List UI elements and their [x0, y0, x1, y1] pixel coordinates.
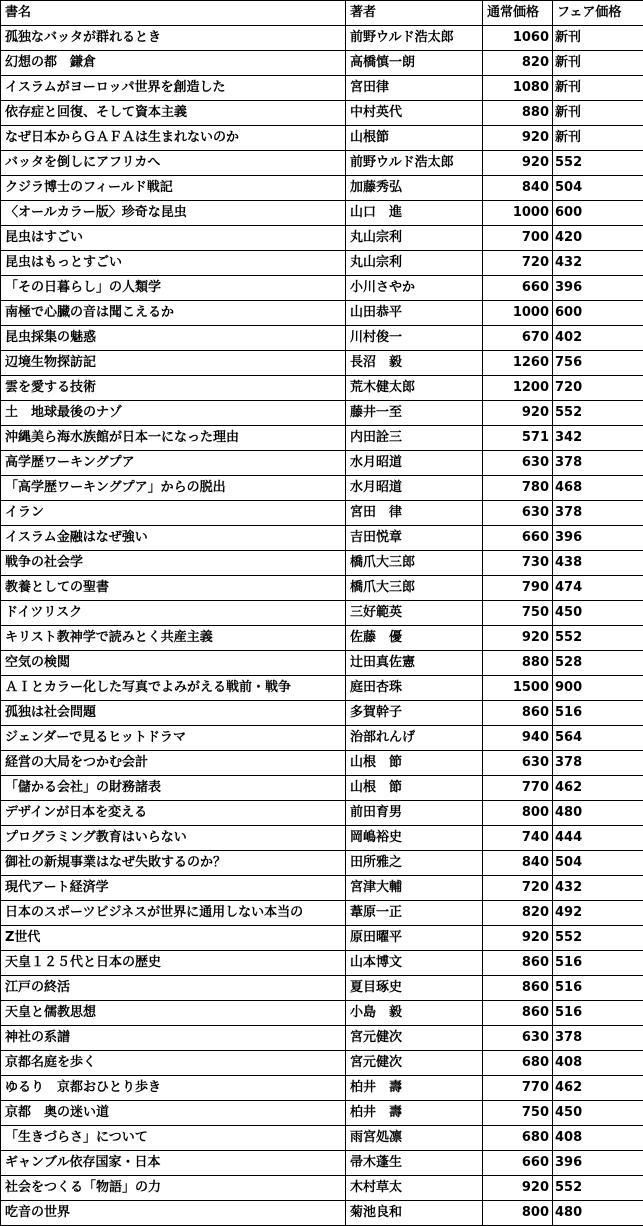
- fair-price-cell: 480: [553, 801, 643, 826]
- table-row: [1, 676, 643, 701]
- fair-price-cell: 528: [553, 651, 643, 676]
- fair-price-cell: 438: [553, 551, 643, 576]
- regular-price-cell: 770: [483, 776, 553, 801]
- table-row: [1, 976, 643, 1001]
- author-cell: 辻田真佐憲: [346, 651, 483, 676]
- header-row: [1, 1, 643, 26]
- book-title-cell: 京都名庭を歩く: [1, 1051, 346, 1076]
- table-row: [1, 1151, 643, 1176]
- author-cell: 宮元健次: [346, 1026, 483, 1051]
- book-title-cell: ＡＩとカラー化した写真でよみがえる戦前・戦争: [1, 676, 346, 701]
- book-title-cell: ゆるり 京都おひとり歩き: [1, 1076, 346, 1101]
- table-row: [1, 476, 643, 501]
- regular-price-cell: 920: [483, 626, 553, 651]
- book-title-cell: 神社の系譜: [1, 1026, 346, 1051]
- header-regular-price: 通常価格: [483, 1, 553, 26]
- book-title-cell: 昆虫はもっとすごい: [1, 251, 346, 276]
- fair-price-cell: 新刊: [553, 76, 643, 101]
- table-row: [1, 601, 643, 626]
- fair-price-cell: 420: [553, 226, 643, 251]
- fair-price-cell: 408: [553, 1126, 643, 1151]
- regular-price-cell: 770: [483, 1076, 553, 1101]
- regular-price-cell: 920: [483, 126, 553, 151]
- regular-price-cell: 1080: [483, 76, 553, 101]
- fair-price-cell: 450: [553, 1101, 643, 1126]
- book-title-cell: 京都 奥の迷い道: [1, 1101, 346, 1126]
- author-cell: 宮津大輔: [346, 876, 483, 901]
- regular-price-cell: 920: [483, 401, 553, 426]
- author-cell: 水月昭道: [346, 451, 483, 476]
- author-cell: 治部れんげ: [346, 726, 483, 751]
- book-title-cell: 土 地球最後のナゾ: [1, 401, 346, 426]
- author-cell: 三好範英: [346, 601, 483, 626]
- book-title-cell: 孤独なバッタが群れるとき: [1, 26, 346, 51]
- regular-price-cell: 790: [483, 576, 553, 601]
- book-title-cell: ジェンダーで見るヒットドラマ: [1, 726, 346, 751]
- regular-price-cell: 670: [483, 326, 553, 351]
- fair-price-cell: 480: [553, 1201, 643, 1226]
- fair-price-cell: 468: [553, 476, 643, 501]
- regular-price-cell: 630: [483, 501, 553, 526]
- fair-price-cell: 新刊: [553, 26, 643, 51]
- fair-price-cell: 516: [553, 976, 643, 1001]
- fair-price-cell: 552: [553, 926, 643, 951]
- regular-price-cell: 820: [483, 51, 553, 76]
- fair-price-cell: 552: [553, 626, 643, 651]
- table-row: [1, 201, 643, 226]
- table-row: [1, 351, 643, 376]
- book-title-cell: 「生きづらさ」について: [1, 1126, 346, 1151]
- fair-price-cell: 600: [553, 301, 643, 326]
- fair-price-cell: 378: [553, 451, 643, 476]
- author-cell: 山口 進: [346, 201, 483, 226]
- regular-price-cell: 680: [483, 1126, 553, 1151]
- book-title-cell: デザインが日本を変える: [1, 801, 346, 826]
- author-cell: 水月昭道: [346, 476, 483, 501]
- table-row: [1, 76, 643, 101]
- regular-price-cell: 880: [483, 101, 553, 126]
- author-cell: 中村英代: [346, 101, 483, 126]
- header-fair-price: フェア価格: [553, 1, 643, 26]
- author-cell: 前田育男: [346, 801, 483, 826]
- table-row: [1, 951, 643, 976]
- table-row: [1, 901, 643, 926]
- fair-price-cell: 516: [553, 701, 643, 726]
- regular-price-cell: 1000: [483, 301, 553, 326]
- book-title-cell: 高学歴ワーキングプア: [1, 451, 346, 476]
- book-title-cell: クジラ博士のフィールド戦記: [1, 176, 346, 201]
- fair-price-cell: 492: [553, 901, 643, 926]
- fair-price-cell: 552: [553, 1176, 643, 1201]
- book-title-cell: 教養としての聖書: [1, 576, 346, 601]
- fair-price-cell: 516: [553, 1001, 643, 1026]
- table-row: [1, 851, 643, 876]
- fair-price-cell: 396: [553, 276, 643, 301]
- book-title-cell: イスラムがヨーロッパ世界を創造した: [1, 76, 346, 101]
- fair-price-cell: 396: [553, 1151, 643, 1176]
- regular-price-cell: 860: [483, 976, 553, 1001]
- regular-price-cell: 630: [483, 1026, 553, 1051]
- book-title-cell: バッタを倒しにアフリカへ: [1, 151, 346, 176]
- table-row: [1, 1176, 643, 1201]
- fair-price-cell: 504: [553, 176, 643, 201]
- regular-price-cell: 780: [483, 476, 553, 501]
- book-title-cell: 天皇１２５代と日本の歴史: [1, 951, 346, 976]
- author-cell: 多賀幹子: [346, 701, 483, 726]
- book-title-cell: 戦争の社会学: [1, 551, 346, 576]
- author-cell: 庭田杏珠: [346, 676, 483, 701]
- regular-price-cell: 820: [483, 901, 553, 926]
- regular-price-cell: 920: [483, 926, 553, 951]
- book-title-cell: 天皇と儒教思想: [1, 1001, 346, 1026]
- fair-price-cell: 378: [553, 751, 643, 776]
- book-title-cell: 沖縄美ら海水族館が日本一になった理由: [1, 426, 346, 451]
- author-cell: 夏目琢史: [346, 976, 483, 1001]
- fair-price-cell: 378: [553, 1026, 643, 1051]
- author-cell: 高橋慎一朗: [346, 51, 483, 76]
- author-cell: 川村俊一: [346, 326, 483, 351]
- fair-price-cell: 402: [553, 326, 643, 351]
- table-row: [1, 1101, 643, 1126]
- fair-price-cell: 462: [553, 776, 643, 801]
- fair-price-cell: 564: [553, 726, 643, 751]
- book-title-cell: Z世代: [1, 926, 346, 951]
- regular-price-cell: 660: [483, 526, 553, 551]
- table-row: [1, 501, 643, 526]
- author-cell: 帚木蓬生: [346, 1151, 483, 1176]
- table-row: [1, 51, 643, 76]
- book-title-cell: 社会をつくる「物語」の力: [1, 1176, 346, 1201]
- table-row: [1, 401, 643, 426]
- table-row: [1, 551, 643, 576]
- author-cell: 橋爪大三郎: [346, 576, 483, 601]
- book-title-cell: 南極で心臓の音は聞こえるか: [1, 301, 346, 326]
- regular-price-cell: 730: [483, 551, 553, 576]
- author-cell: 柏井 壽: [346, 1076, 483, 1101]
- table-row: [1, 151, 643, 176]
- author-cell: 山田恭平: [346, 301, 483, 326]
- regular-price-cell: 1200: [483, 376, 553, 401]
- author-cell: 山根 節: [346, 776, 483, 801]
- book-title-cell: 昆虫採集の魅惑: [1, 326, 346, 351]
- regular-price-cell: 720: [483, 876, 553, 901]
- author-cell: 前野ウルド浩太郎: [346, 26, 483, 51]
- regular-price-cell: 1060: [483, 26, 553, 51]
- table-row: [1, 326, 643, 351]
- table-row: [1, 826, 643, 851]
- author-cell: 宮元健次: [346, 1051, 483, 1076]
- author-cell: 宮田 律: [346, 501, 483, 526]
- author-cell: 宮田律: [346, 76, 483, 101]
- fair-price-cell: 450: [553, 601, 643, 626]
- regular-price-cell: 940: [483, 726, 553, 751]
- table-row: [1, 176, 643, 201]
- table-row: [1, 926, 643, 951]
- author-cell: 橋爪大三郎: [346, 551, 483, 576]
- regular-price-cell: 860: [483, 951, 553, 976]
- book-title-cell: 幻想の都 鎌倉: [1, 51, 346, 76]
- regular-price-cell: 880: [483, 651, 553, 676]
- table-row: [1, 1076, 643, 1101]
- book-title-cell: 現代アート経済学: [1, 876, 346, 901]
- book-title-cell: イラン: [1, 501, 346, 526]
- book-title-cell: 孤独は社会問題: [1, 701, 346, 726]
- table-row: [1, 876, 643, 901]
- author-cell: 柏井 壽: [346, 1101, 483, 1126]
- book-title-cell: 依存症と回復、そして資本主義: [1, 101, 346, 126]
- regular-price-cell: 630: [483, 451, 553, 476]
- regular-price-cell: 860: [483, 701, 553, 726]
- header-author: 著者: [346, 1, 483, 26]
- fair-price-cell: 516: [553, 951, 643, 976]
- author-cell: 葦原一正: [346, 901, 483, 926]
- book-title-cell: 御社の新規事業はなぜ失敗するのか？: [1, 851, 346, 876]
- fair-price-cell: 444: [553, 826, 643, 851]
- author-cell: 山根節: [346, 126, 483, 151]
- table-row: [1, 101, 643, 126]
- table-row: [1, 751, 643, 776]
- table-row: [1, 226, 643, 251]
- author-cell: 田所雅之: [346, 851, 483, 876]
- book-title-cell: 空気の検閲: [1, 651, 346, 676]
- fair-price-cell: 504: [553, 851, 643, 876]
- fair-price-cell: 552: [553, 151, 643, 176]
- regular-price-cell: 630: [483, 751, 553, 776]
- table-row: [1, 426, 643, 451]
- table-row: [1, 301, 643, 326]
- author-cell: 長沼 毅: [346, 351, 483, 376]
- book-title-cell: 吃音の世界: [1, 1201, 346, 1226]
- fair-price-cell: 720: [553, 376, 643, 401]
- fair-price-cell: 342: [553, 426, 643, 451]
- table-row: [1, 276, 643, 301]
- fair-price-cell: 432: [553, 251, 643, 276]
- book-title-cell: 辺境生物探訪記: [1, 351, 346, 376]
- author-cell: 丸山宗利: [346, 251, 483, 276]
- table-row: [1, 776, 643, 801]
- author-cell: 山本博文: [346, 951, 483, 976]
- table-row: [1, 701, 643, 726]
- table-row: [1, 626, 643, 651]
- table-row: [1, 1051, 643, 1076]
- author-cell: 木村草太: [346, 1176, 483, 1201]
- fair-price-cell: 900: [553, 676, 643, 701]
- book-title-cell: イスラム金融はなぜ強い: [1, 526, 346, 551]
- regular-price-cell: 700: [483, 226, 553, 251]
- fair-price-cell: 新刊: [553, 51, 643, 76]
- book-title-cell: 「儲かる会社」の財務諸表: [1, 776, 346, 801]
- fair-price-cell: 新刊: [553, 126, 643, 151]
- regular-price-cell: 660: [483, 276, 553, 301]
- table-row: [1, 801, 643, 826]
- book-title-cell: 〈オールカラー版〉珍奇な昆虫: [1, 201, 346, 226]
- fair-price-cell: 756: [553, 351, 643, 376]
- table-row: [1, 1201, 643, 1226]
- author-cell: 内田詮三: [346, 426, 483, 451]
- header-title: 書名: [1, 1, 346, 26]
- table-row: [1, 1001, 643, 1026]
- book-title-cell: ドイツリスク: [1, 601, 346, 626]
- regular-price-cell: 750: [483, 1101, 553, 1126]
- regular-price-cell: 571: [483, 426, 553, 451]
- regular-price-cell: 920: [483, 151, 553, 176]
- regular-price-cell: 1500: [483, 676, 553, 701]
- regular-price-cell: 920: [483, 1176, 553, 1201]
- regular-price-cell: 840: [483, 176, 553, 201]
- author-cell: 原田曜平: [346, 926, 483, 951]
- table-row: [1, 451, 643, 476]
- regular-price-cell: 750: [483, 601, 553, 626]
- book-title-cell: なぜ日本からＧＡＦＡは生まれないのか: [1, 126, 346, 151]
- author-cell: 山根 節: [346, 751, 483, 776]
- table-row: [1, 651, 643, 676]
- book-title-cell: ギャンブル依存国家・日本: [1, 1151, 346, 1176]
- fair-price-cell: 378: [553, 501, 643, 526]
- book-title-cell: 江戸の終活: [1, 976, 346, 1001]
- table-row: [1, 376, 643, 401]
- table-row: [1, 26, 643, 51]
- author-cell: 前野ウルド浩太郎: [346, 151, 483, 176]
- fair-price-cell: 552: [553, 401, 643, 426]
- book-title-cell: 「高学歴ワーキングプア」からの脱出: [1, 476, 346, 501]
- book-title-cell: 「その日暮らし」の人類学: [1, 276, 346, 301]
- author-cell: 佐藤 優: [346, 626, 483, 651]
- fair-price-cell: 408: [553, 1051, 643, 1076]
- fair-price-cell: 474: [553, 576, 643, 601]
- book-title-cell: 経営の大局をつかむ会計: [1, 751, 346, 776]
- book-title-cell: 昆虫はすごい: [1, 226, 346, 251]
- fair-price-cell: 432: [553, 876, 643, 901]
- author-cell: 岡嶋裕史: [346, 826, 483, 851]
- author-cell: 吉田悦章: [346, 526, 483, 551]
- regular-price-cell: 860: [483, 1001, 553, 1026]
- table-row: [1, 1026, 643, 1051]
- table-row: [1, 126, 643, 151]
- author-cell: 菊池良和: [346, 1201, 483, 1226]
- author-cell: 加藤秀弘: [346, 176, 483, 201]
- book-title-cell: 雲を愛する技術: [1, 376, 346, 401]
- regular-price-cell: 660: [483, 1151, 553, 1176]
- book-title-cell: 日本のスポーツビジネスが世界に通用しない本当の: [1, 901, 346, 926]
- fair-price-cell: 600: [553, 201, 643, 226]
- table-row: [1, 1126, 643, 1151]
- regular-price-cell: 840: [483, 851, 553, 876]
- author-cell: 雨宮処凛: [346, 1126, 483, 1151]
- fair-price-cell: 462: [553, 1076, 643, 1101]
- regular-price-cell: 720: [483, 251, 553, 276]
- table-row: [1, 726, 643, 751]
- book-title-cell: キリスト教神学で読みとく共産主義: [1, 626, 346, 651]
- regular-price-cell: 740: [483, 826, 553, 851]
- regular-price-cell: 800: [483, 1201, 553, 1226]
- regular-price-cell: 800: [483, 801, 553, 826]
- book-title-cell: プログラミング教育はいらない: [1, 826, 346, 851]
- regular-price-cell: 1260: [483, 351, 553, 376]
- author-cell: 小川さやか: [346, 276, 483, 301]
- regular-price-cell: 1000: [483, 201, 553, 226]
- table-row: [1, 526, 643, 551]
- table-row: [1, 576, 643, 601]
- author-cell: 荒木健太郎: [346, 376, 483, 401]
- author-cell: 小島 毅: [346, 1001, 483, 1026]
- fair-price-cell: 396: [553, 526, 643, 551]
- author-cell: 藤井一至: [346, 401, 483, 426]
- regular-price-cell: 680: [483, 1051, 553, 1076]
- author-cell: 丸山宗利: [346, 226, 483, 251]
- fair-price-cell: 新刊: [553, 101, 643, 126]
- table-row: [1, 251, 643, 276]
